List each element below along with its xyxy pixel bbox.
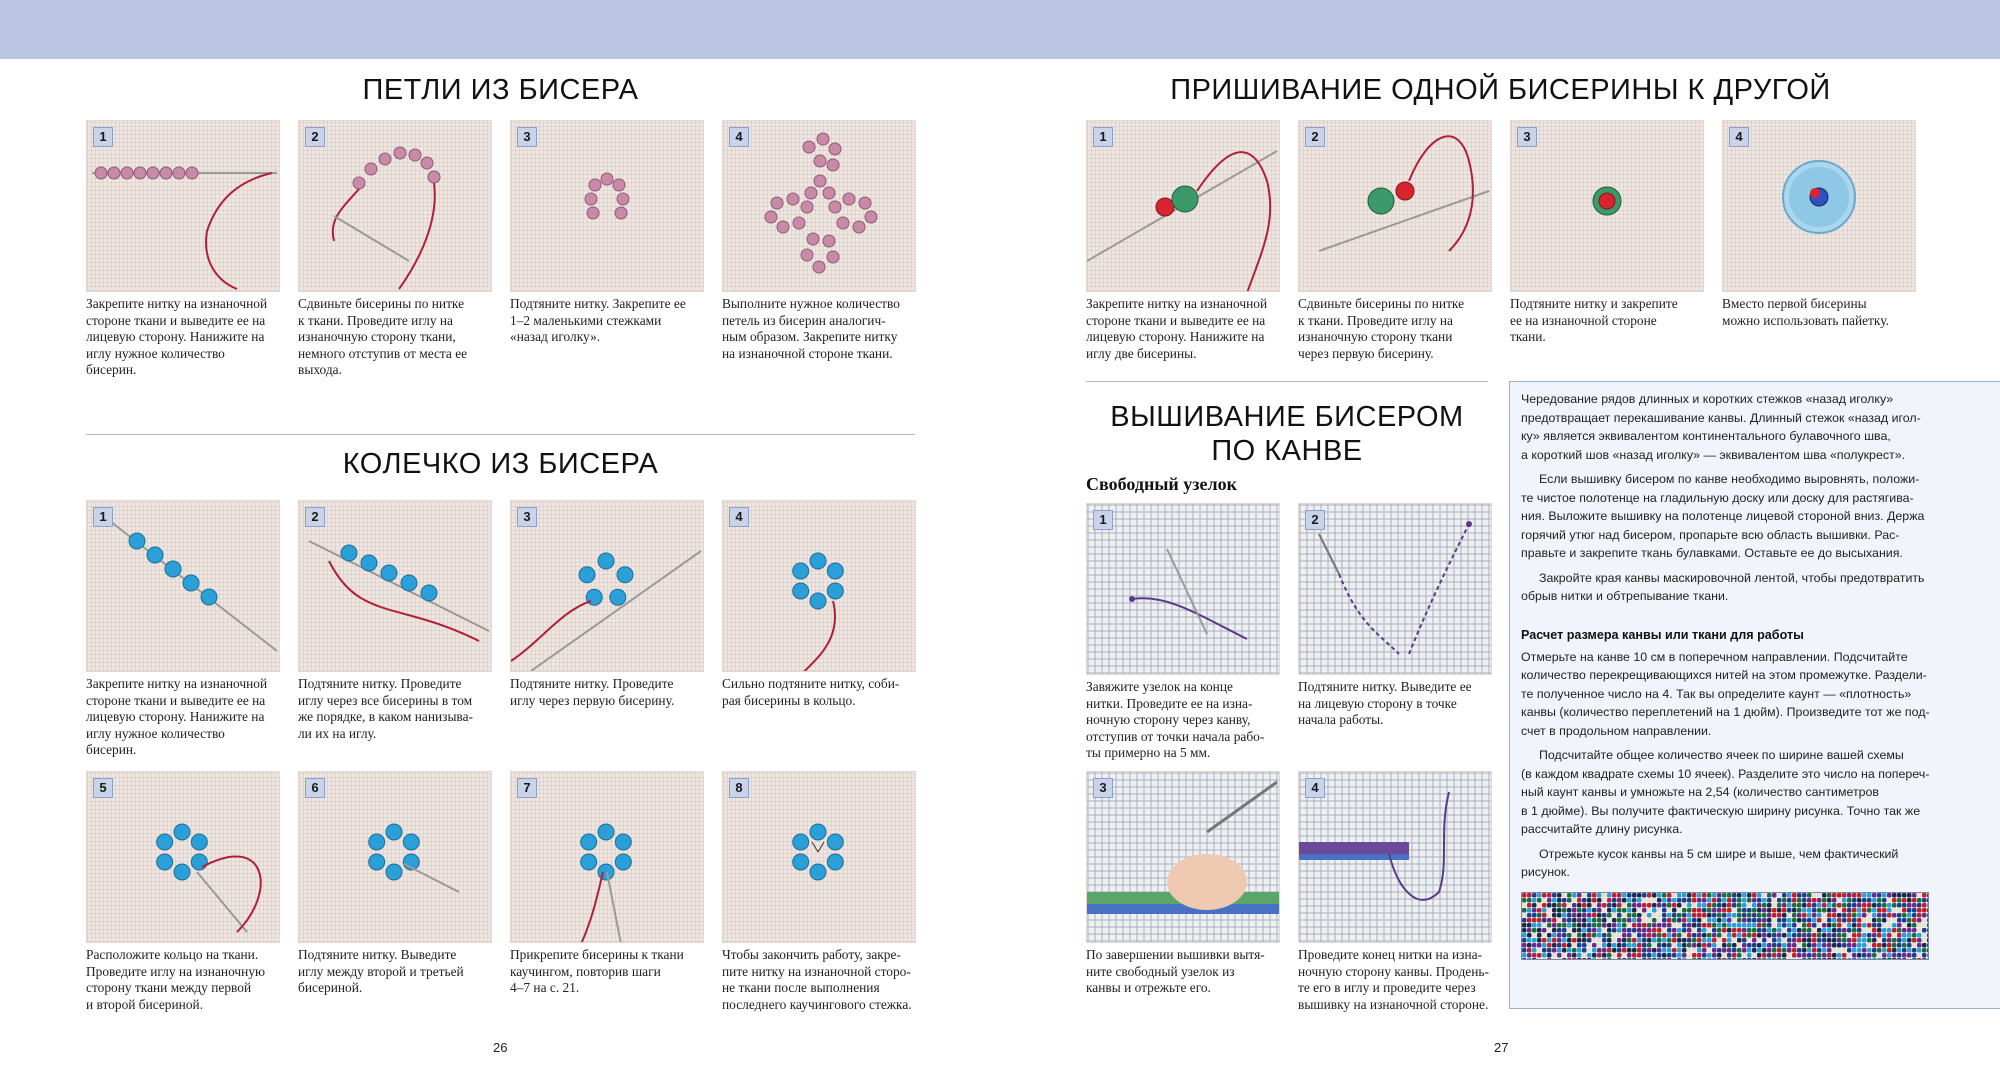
small-loop-illustration [511,121,704,292]
step-photo [1298,503,1492,675]
step-caption: Выполните нужное количество петель из бисерин аналогич- ным образом. Закрепите нитку на изнаночной стороне ткани. [722,296,900,361]
step-caption: Вместо первой бисерины можно использовать пайетку. [1722,296,1889,328]
step-caption: Закрепите нитку на изнаночной стороне ткани и выведите ее на лицевую сторону. Нанижите на иглу нужное количество бисерин. [86,676,268,757]
step-caption: Чтобы закончить работу, закре- пите нитку на изнаночной сторо- не ткани после выполнения последнего каучингового стежка. [722,947,912,1012]
info-sidebar [1509,381,2000,1009]
step-photo [510,500,704,672]
page-number-left: 26 [493,1040,508,1055]
step-photo [86,120,280,292]
instruction-step [1298,503,1492,729]
step-photo [722,500,916,672]
step-illustration [1299,504,1492,675]
step-number-badge: 1 [1093,127,1113,147]
loops-step-2 [298,120,492,379]
instruction-step [722,500,916,709]
step-illustration [723,772,916,943]
step-illustration [1299,772,1492,943]
divider-line [1086,381,1488,382]
step-caption: Подтяните нитку. Выведите ее на лицевую сторону в точке начала работы. [1298,679,1472,727]
step-caption: Сильно подтяните нитку, соби- рая бисерины в кольцо. [722,676,900,708]
loops-step-4 [722,120,916,362]
info-paragraph: Закройте края канвы маскировочной лентой, чтобы предотвратить обрыв нитки и обтрепывание ткани. [1521,570,1925,603]
instruction-step [86,500,280,759]
step-illustration [1087,121,1280,292]
step-caption: Сдвиньте бисерины по нитке к ткани. Проведите иглу на изнаночную сторону ткани через первую бисерину. [1298,296,1465,361]
step-number-badge: 1 [1093,510,1113,530]
step-photo [510,120,704,292]
instruction-step [1298,771,1492,1013]
section-title-canvas-line2: ПО КАНВЕ [1211,435,1363,467]
instruction-step [1086,503,1280,762]
step-caption: Проведите конец нитки на изна- ночную сторону канвы. Продень- те его в иглу и проведите через вышивку на изнаночной стороне. [1298,947,1489,1012]
page-number-right: 27 [1494,1040,1509,1055]
step-illustration [299,772,492,943]
step-number-badge: 3 [1093,778,1113,798]
step-caption: Сдвиньте бисерины по нитке к ткани. Проведите иглу на изнаночную сторону ткани, немного отступив от места ее выхода. [298,296,468,377]
step-photo [1298,120,1492,292]
step-illustration [1723,121,1916,292]
step-photo [1086,503,1280,675]
step-number-badge: 5 [93,778,113,798]
step-number-badge: 2 [305,127,325,147]
step-number-badge: 2 [1305,127,1325,147]
step-illustration [1087,504,1280,675]
bead-arc-illustration [299,121,492,292]
step-photo [722,771,916,943]
info-paragraph: Отмерьте на канве 10 см в поперечном направлении. Подсчитайте количество перекрещивающихся нитей на этом промежутке. Раздели- те полученное число на 4. Так вы определите каунт — «плотность» канвы (количество переплетений на 1 дюйм). Произведите тот же под- счет в продольном направлении. [1521,649,1930,738]
step-illustration [511,772,704,943]
instruction-step [1086,771,1280,997]
step-caption: Подтяните нитку. Выведите иглу между второй и третьей бисериной. [298,947,464,995]
step-number-badge: 2 [1305,510,1325,530]
step-number-badge: 4 [1729,127,1749,147]
subsection-title-free-knot: Свободный узелок [1086,474,1237,494]
info-paragraph: Отрежьте кусок канвы на 5 см шире и выше, чем фактический рисунок. [1521,846,1899,879]
section-title-bead-on-bead: ПРИШИВАНИЕ ОДНОЙ БИСЕРИНЫ К ДРУГОЙ [1170,74,1831,106]
section-title-canvas [1086,400,1488,468]
step-caption: Закрепите нитку на изнаночной стороне ткани и выведите ее на лицевую сторону. Нанижите на иглу две бисерины. [1086,296,1268,361]
step-photo [298,120,492,292]
loops-step-3 [510,120,704,346]
section-title-ring: КОЛЕЧКО ИЗ БИСЕРА [342,448,659,480]
step-number-badge: 6 [305,778,325,798]
instruction-step [1086,120,1280,362]
step-caption: Подтяните нитку. Проведите иглу через первую бисерину. [510,676,675,708]
step-number-badge: 2 [305,507,325,527]
step-number-badge: 7 [517,778,537,798]
step-caption: Подтяните нитку и закрепите ее на изнаночной стороне ткани. [1510,296,1678,344]
instruction-step [1510,120,1704,346]
step-photo [1086,120,1280,292]
info-heading: Расчет размера канвы или ткани для работы [1521,627,1804,642]
instruction-step [510,500,704,709]
step-illustration [1299,121,1492,292]
instruction-step [1298,120,1492,362]
step-photo [1722,120,1916,292]
step-photo [1086,771,1280,943]
step-caption: Подтяните нитку. Проведите иглу через все бисерины в том же порядке, в каком нанизыва- ли их на иглу. [298,676,473,741]
step-illustration [723,501,916,672]
step-number-badge: 4 [729,127,749,147]
step-caption: Расположите кольцо на ткани. Проведите иглу на изнаночную сторону ткани между первой и второй бисериной. [86,947,266,1012]
step-illustration [511,501,704,672]
step-illustration [87,772,280,943]
step-number-badge: 3 [517,507,537,527]
step-caption: Завяжите узелок на конце нитки. Проведите ее на изна- ночную сторону через канву, отступив от точки начала рабо- ты примерно на 5 мм. [1086,679,1265,760]
section-title-loops: ПЕТЛИ ИЗ БИСЕРА [362,74,639,106]
step-number-badge: 3 [517,127,537,147]
step-photo [298,771,492,943]
step-illustration [87,501,280,672]
step-number-badge: 3 [1517,127,1537,147]
step-illustration [299,501,492,672]
step-number-badge: 8 [729,778,749,798]
divider-line [86,434,915,435]
loops-step-1 [86,120,280,379]
step-illustration [1511,121,1704,292]
instruction-step [722,771,916,1013]
step-caption: Прикрепите бисерины к ткани каучингом, повторив шаги 4–7 на с. 21. [510,947,684,995]
info-paragraph: Чередование рядов длинных и коротких стежков «назад иголку» предотвращает перекашивание канвы. Длинный стежок «назад игол- ку» является эквивалентом континентального булавочного шва, а короткий шов «назад иголку» — эквивалентом шва «полукрест». [1521,392,1921,462]
step-photo [298,500,492,672]
step-caption: Подтяните нитку. Закрепите ее 1–2 маленькими стежками «назад иголку». [510,296,686,344]
beads-on-needle-illustration [87,121,280,292]
step-caption: По завершении вышивки вытя- ните свободный узелок из канвы и отрежьте его. [1086,947,1265,995]
beaded-pattern-illustration [1522,893,1929,960]
step-number-badge: 4 [729,507,749,527]
instruction-step [86,771,280,1013]
step-photo [510,771,704,943]
header-band [0,0,2000,59]
step-photo [86,771,280,943]
instruction-step [510,771,704,997]
info-paragraph: Если вышивку бисером по канве необходимо выровнять, положи- те чистое полотенце на гладильную доску или доску для растягива- ния. Выложите вышивку на полотенце лицевой стороной вниз. Держа горячий утюг над бисером, пропарьте всю область вышивки. Рас- правьте и закрепите ткань булавками. Оставьте ее до высыхания. [1521,472,1925,560]
bead-flower-illustration [723,121,916,292]
beaded-canvas-sample-image [1521,892,1929,960]
instruction-step [298,500,492,742]
step-number-badge: 1 [93,507,113,527]
step-photo [1510,120,1704,292]
step-number-badge: 1 [93,127,113,147]
step-number-badge: 4 [1305,778,1325,798]
instruction-step [1722,120,1916,329]
step-illustration [1087,772,1280,943]
step-photo [1298,771,1492,943]
step-photo [86,500,280,672]
info-paragraph: Подсчитайте общее количество ячеек по ширине вашей схемы (в каждом квадрате схемы 10 ячеек). Разделите это число на попереч- ный каунт канвы и умножьте на 2,54 (количество сантиметров в 1 дюйме). Вы получите фактическую ширину рисунка. Точно так же рассчитайте длину рисунка. [1521,748,1930,836]
step-photo [722,120,916,292]
instruction-step [298,771,492,997]
step-caption: Закрепите нитку на изнаночной стороне ткани и выведите ее на лицевую сторону. Нанижите на иглу нужное количество бисерин. [86,296,268,377]
section-title-canvas-line1: ВЫШИВАНИЕ БИСЕРОМ [1110,401,1464,433]
